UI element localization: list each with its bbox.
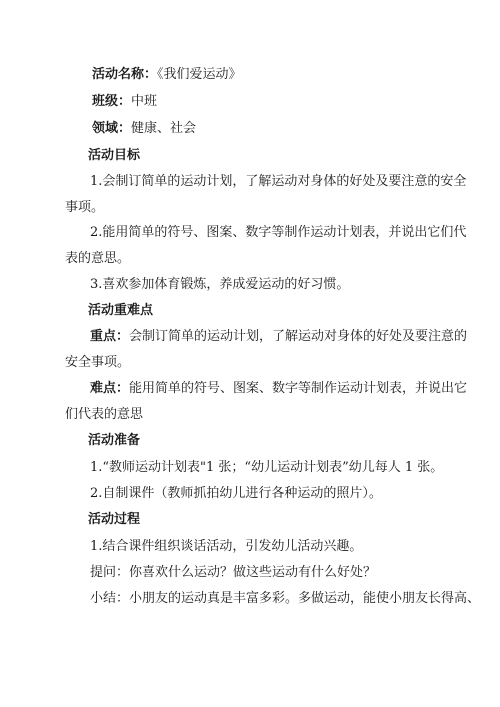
goal2-line1: 2.能用简单的符号、图案、数字等制作运动计划表，并说出它们代 [90,225,467,240]
class-line [92,93,157,111]
goal1-line1: 1.会制订简单的运动计划，了解运动对身体的好处及要注意的安全 [90,174,467,189]
activity-name-label: 活动名称： [92,67,158,82]
goal1-line2: 事项。 [65,200,105,215]
question-line: 提问：你喜欢什么运动？做这些运动有什么好处？ [90,565,377,580]
goal2-line2: 表的意思。 [65,251,131,266]
domain-value: 健康、社会 [131,121,197,136]
goals-heading: 活动目标 [88,148,141,163]
activity-name-line [92,66,242,84]
domain-line [92,120,196,138]
keypoints-heading: 活动重难点 [88,303,154,318]
difficulty-line2: 们代表的意思 [65,407,144,422]
goal3: 3.喜欢参加体育锻炼，养成爱运动的好习惯。 [90,277,350,292]
difficulty-label: 难点： [90,381,130,396]
domain-label: 领域： [92,121,132,136]
difficulty-text: 能用简单的符号、图案、数字等制作运动计划表，并说出它 [129,381,468,396]
process-item-1: 1.结合课件组织谈话活动，引发幼儿活动兴趣。 [90,539,363,554]
summary-line: 小结：小朋友的运动真是丰富多彩。多做运动，能使小朋友长得高、 [90,591,481,606]
activity-name-value: 《我们爱运动》 [157,67,242,82]
difficulty-line1 [90,380,467,398]
key-label: 重点： [90,329,130,344]
class-value: 中班 [131,94,158,109]
prep-item-2: 2.自制课件（教师抓拍幼儿进行各种运动的照片）。 [90,486,382,501]
key-line2: 安全事项。 [65,355,131,370]
key-line1 [90,328,467,346]
class-label: 班级： [92,94,132,109]
process-heading: 活动过程 [88,512,141,527]
key-text: 会制订简单的运动计划，了解运动对身体的好处及要注意的 [129,329,468,344]
prep-item-1: 1.“教师运动计划表"1 张；“幼儿运动计划表”幼儿每人 1 张。 [90,460,444,475]
prep-heading: 活动准备 [88,433,141,448]
